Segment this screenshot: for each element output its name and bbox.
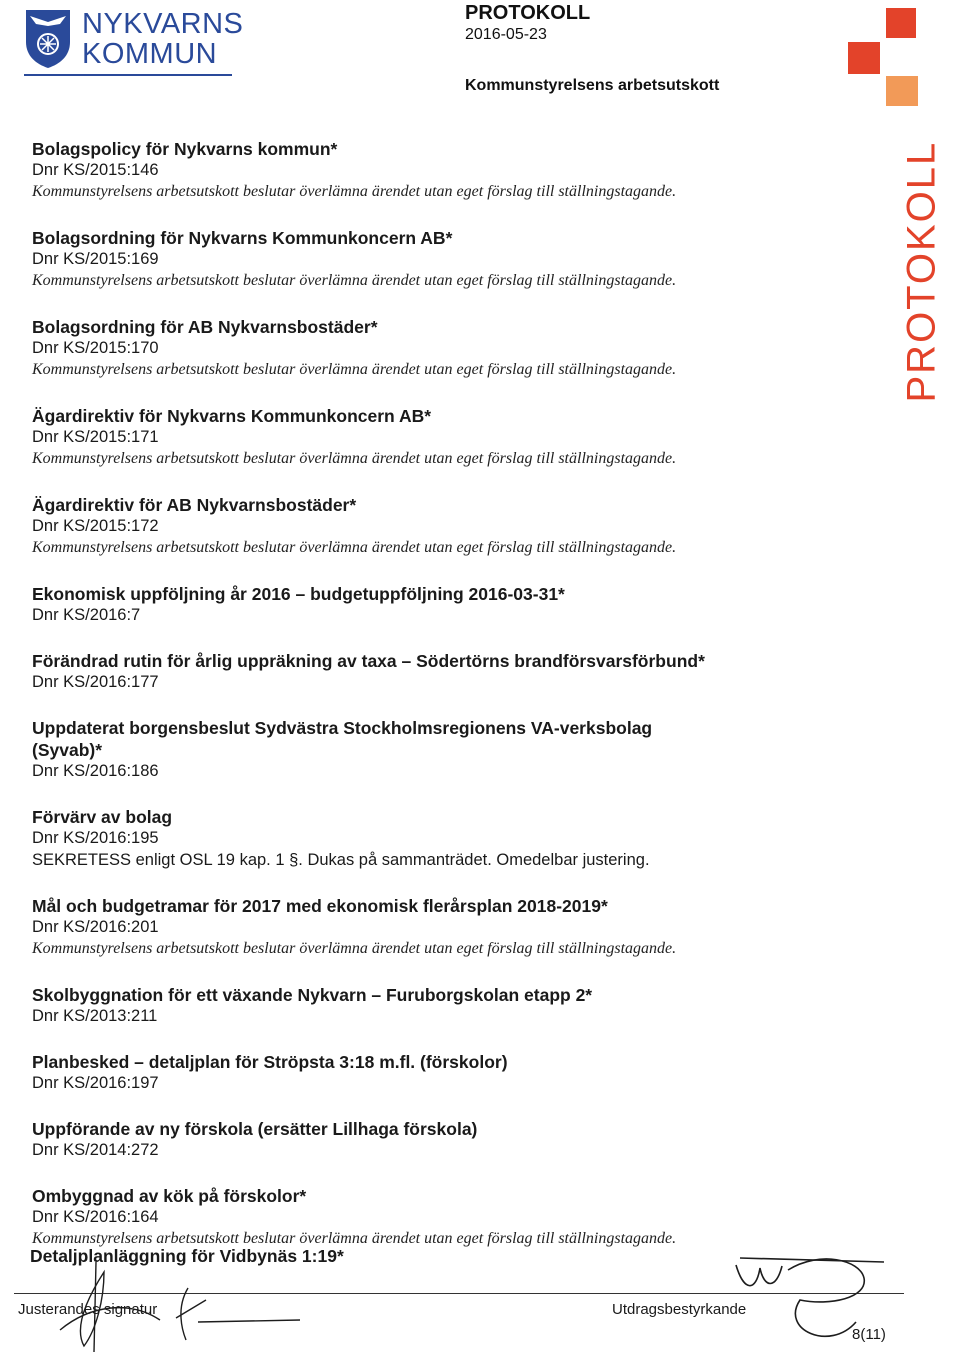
item-title: Förändrad rutin för årlig uppräkning av taxa – Södertörns brandförsvarsförbund*: [32, 651, 705, 671]
item-title: Bolagsordning för AB Nykvarnsbostäder*: [32, 317, 378, 337]
logo-underline: [24, 74, 232, 76]
agenda-item: [32, 138, 792, 203]
item-decision: Kommunstyrelsens arbetsutskott beslutar överlämna ärendet utan eget förslag till ställningstagande.: [32, 450, 677, 467]
item-title: Skolbyggnation för ett växande Nykvarn – Furuborgskolan etapp 2*: [32, 985, 593, 1005]
item-decision: Kommunstyrelsens arbetsutskott beslutar överlämna ärendet utan eget förslag till ställningstagande.: [32, 183, 677, 200]
decor-square-red-top: [886, 8, 916, 38]
item-title: Ägardirektiv för AB Nykvarnsbostäder*: [32, 495, 357, 515]
item-confidentiality-note: SEKRETESS enligt OSL 19 kap. 1 §. Dukas på sammanträdet. Omedelbar justering.: [32, 851, 650, 869]
item-dnr: Dnr KS/2016:164: [32, 1208, 159, 1226]
item-decision: Kommunstyrelsens arbetsutskott beslutar överlämna ärendet utan eget förslag till ställningstagande.: [32, 361, 677, 378]
municipality-logo: [24, 6, 244, 78]
footer-adjuster-signature-label: Justerandes signatur: [18, 1301, 158, 1318]
item-title-last: Detaljplanläggning för Vidbynäs 1:19*: [30, 1246, 344, 1266]
logo-text-line2: KOMMUN: [82, 38, 218, 70]
decor-square-red-left: [848, 42, 880, 74]
item-dnr: Dnr KS/2013:211: [32, 1007, 158, 1025]
item-title: Förvärv av bolag: [32, 807, 173, 827]
item-title: Ombyggnad av kök på förskolor*: [32, 1186, 307, 1206]
side-label-protokoll: PROTOKOLL: [899, 140, 944, 403]
item-decision: Kommunstyrelsens arbetsutskott beslutar överlämna ärendet utan eget förslag till ställningstagande.: [32, 539, 677, 556]
item-dnr: Dnr KS/2016:201: [32, 918, 159, 936]
meeting-date: 2016-05-23: [465, 26, 547, 43]
agenda-item: [32, 583, 792, 626]
agenda-item: [32, 227, 792, 292]
item-decision: Kommunstyrelsens arbetsutskott beslutar överlämna ärendet utan eget förslag till ställningstagande.: [32, 940, 677, 957]
page-number: 8(11): [852, 1326, 886, 1343]
item-title: Bolagsordning för Nykvarns Kommunkoncern AB*: [32, 228, 453, 248]
agenda-item: [32, 1051, 792, 1094]
document-type: PROTOKOLL: [465, 2, 591, 24]
item-dnr: Dnr KS/2015:170: [32, 339, 159, 357]
footer-extract-certification-label: Utdragsbestyrkande: [612, 1301, 747, 1318]
item-title: Planbesked – detaljplan för Ströpsta 3:18 m.fl. (förskolor): [32, 1052, 508, 1072]
agenda-item: [32, 650, 792, 693]
item-decision: Kommunstyrelsens arbetsutskott beslutar överlämna ärendet utan eget förslag till ställningstagande.: [32, 1230, 677, 1247]
item-title: Bolagspolicy för Nykvarns kommun*: [32, 139, 338, 159]
item-dnr: Dnr KS/2016:195: [32, 829, 159, 847]
agenda-list: [32, 138, 792, 1274]
agenda-item: [32, 1185, 792, 1250]
item-title: Mål och budgetramar för 2017 med ekonomisk flerårsplan 2018-2019*: [32, 896, 608, 916]
footer-divider: [14, 1293, 904, 1294]
decor-square-orange: [886, 76, 918, 106]
agenda-item: [32, 895, 792, 960]
item-decision: Kommunstyrelsens arbetsutskott beslutar överlämna ärendet utan eget förslag till ställningstagande.: [32, 272, 677, 289]
item-title: Ägardirektiv för Nykvarns Kommunkoncern AB*: [32, 406, 432, 426]
agenda-item: [32, 806, 792, 871]
logo-text-line1: NYKVARNS: [82, 8, 244, 40]
item-title: Ekonomisk uppföljning år 2016 – budgetuppföljning 2016-03-31*: [32, 584, 565, 604]
agenda-item: [32, 984, 792, 1027]
agenda-item: [32, 1118, 792, 1161]
item-dnr: Dnr KS/2014:272: [32, 1141, 159, 1159]
item-dnr: Dnr KS/2016:186: [32, 762, 159, 780]
committee-name: Kommunstyrelsens arbetsutskott: [465, 77, 720, 94]
agenda-item: [32, 494, 792, 559]
item-dnr: Dnr KS/2016:177: [32, 673, 159, 691]
agenda-item: [32, 405, 792, 470]
item-dnr: Dnr KS/2015:146: [32, 161, 159, 179]
item-dnr: Dnr KS/2016:7: [32, 606, 141, 624]
item-dnr: Dnr KS/2016:197: [32, 1074, 159, 1092]
item-dnr: Dnr KS/2015:171: [32, 428, 159, 446]
coat-of-arms-icon: [24, 8, 72, 70]
item-title: Uppdaterat borgensbeslut Sydvästra Stockholmsregionens VA-verksbolag (Syvab)*: [32, 718, 653, 760]
agenda-item: [32, 316, 792, 381]
item-title: Uppförande av ny förskola (ersätter Lillhaga förskola): [32, 1119, 478, 1139]
item-dnr: Dnr KS/2015:169: [32, 250, 159, 268]
item-dnr: Dnr KS/2015:172: [32, 517, 159, 535]
agenda-item: [32, 717, 792, 782]
